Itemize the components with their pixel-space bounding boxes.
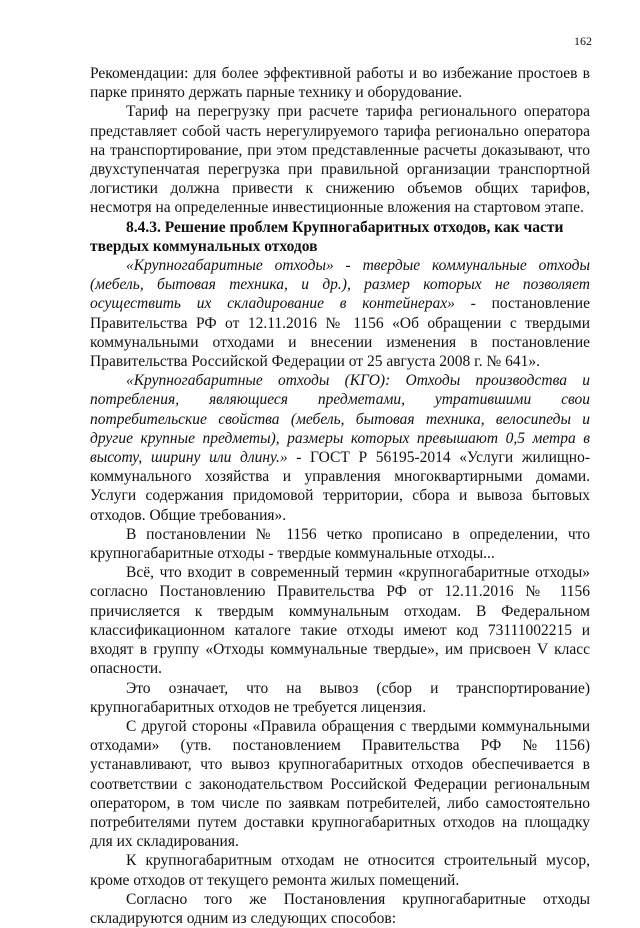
paragraph-text: К крупногабаритным отходам не относится строительный мусор, кроме отходов от текущего ремонта жилых помещений. <box>90 852 590 889</box>
page-number: 162 <box>574 34 592 48</box>
section-heading <box>90 218 590 256</box>
paragraph-text: Это означает, что на вывоз (сбор и транспортирование) крупногабаритных отходов не требуется лицензия. <box>90 679 590 716</box>
paragraph-p6 <box>90 563 590 678</box>
paragraph-p8 <box>90 717 590 851</box>
paragraph-text: 8.4.3. Решение проблем Крупногабаритных отходов, как части твердых коммунальных отходов <box>90 218 564 255</box>
paragraph-p2 <box>90 102 590 217</box>
paragraph-text: В постановлении № 1156 четко прописано в определении, что крупногабаритные отходы - твердые коммунальные отходы... <box>90 525 590 563</box>
paragraph-p4 <box>90 371 590 525</box>
paragraph-text: Рекомендации: для более эффективной работы и во избежание простоев в парке принято держать парные технику и оборудование. <box>90 65 590 102</box>
paragraph-p9 <box>90 851 590 889</box>
paragraph-text: Тариф на перегрузку при расчете тарифа регионального оператора представляет собой часть нерегулируемого тарифа регионально оператора на транспортирование, при этом представленные расчеты доказывают, что двухступенчатая перегрузка при правильной организации транспортной логистики должна привести к снижению объемов общих тарифов, несмотря на определенные инвестиционные вложения на стартовом этапе. <box>90 103 590 217</box>
paragraph-p5 <box>90 525 590 563</box>
paragraph-p7 <box>90 679 590 717</box>
paragraph-text: - постановление Правительства РФ от 12.11.2016 № 1156 «Об обращении с твердыми коммунальными отходами и внесении изменения в постановление Правительства Российской Федерации от 25 августа 2008 г. № 641». <box>90 295 590 371</box>
paragraph-p3 <box>90 256 590 371</box>
document-body <box>90 64 590 928</box>
paragraph-text: Всё, что входит в современный термин «крупногабаритные отходы» согласно Постановлению Правительства РФ от 12.11.2016 № 1156 причисляется к твердым коммунальным отходам. В Федеральном классификационном каталоге такие отходы имеют код 73111002215 и входят в группу «Отходы коммунальные твердые», им присвоен V класс опасности. <box>90 564 590 678</box>
paragraph-p10 <box>90 890 590 928</box>
paragraph-p1 <box>90 64 590 102</box>
quoted-definition: «Крупногабаритные отходы (КГО): Отходы производства и потребления, являющиеся предметами, утратившими свои потребительские свойства (мебель, бытовая техника, велосипеды и другие крупные предметы), размеры которых превышают 0,5 метра в высоту, ширину или длину.» <box>90 372 590 467</box>
paragraph-text: С другой стороны «Правила обращения с твердыми коммунальными отходами» (утв. постановлением Правительства РФ №1156) устанавливают, что вывоз крупногабаритных отходов обеспечивается в соответствии с законодательством Российской Федерации региональным оператором, в том числе по заявкам потребителей, либо самостоятельно потребителями путем доставки крупногабаритных отходов на площадку для их складирования. <box>90 717 590 851</box>
paragraph-text: - ГОСТ Р 56195-2014 «Услуги жилищно-коммунального хозяйства и управления многоквартирными домами. Услуги содержания придомовой территории, сбора и вывоза бытовых отходов. Общие требования». <box>90 449 591 524</box>
quoted-definition: «Крупногабаритные отходы» - твердые коммунальные отходы (мебель, бытовая техника, и др.), размер которых не позволяет осуществить их складирование в контейнерах» <box>90 257 590 313</box>
paragraph-text: Согласно того же Постановления крупногабаритные отходы складируются одним из следующих способов: <box>90 890 590 927</box>
